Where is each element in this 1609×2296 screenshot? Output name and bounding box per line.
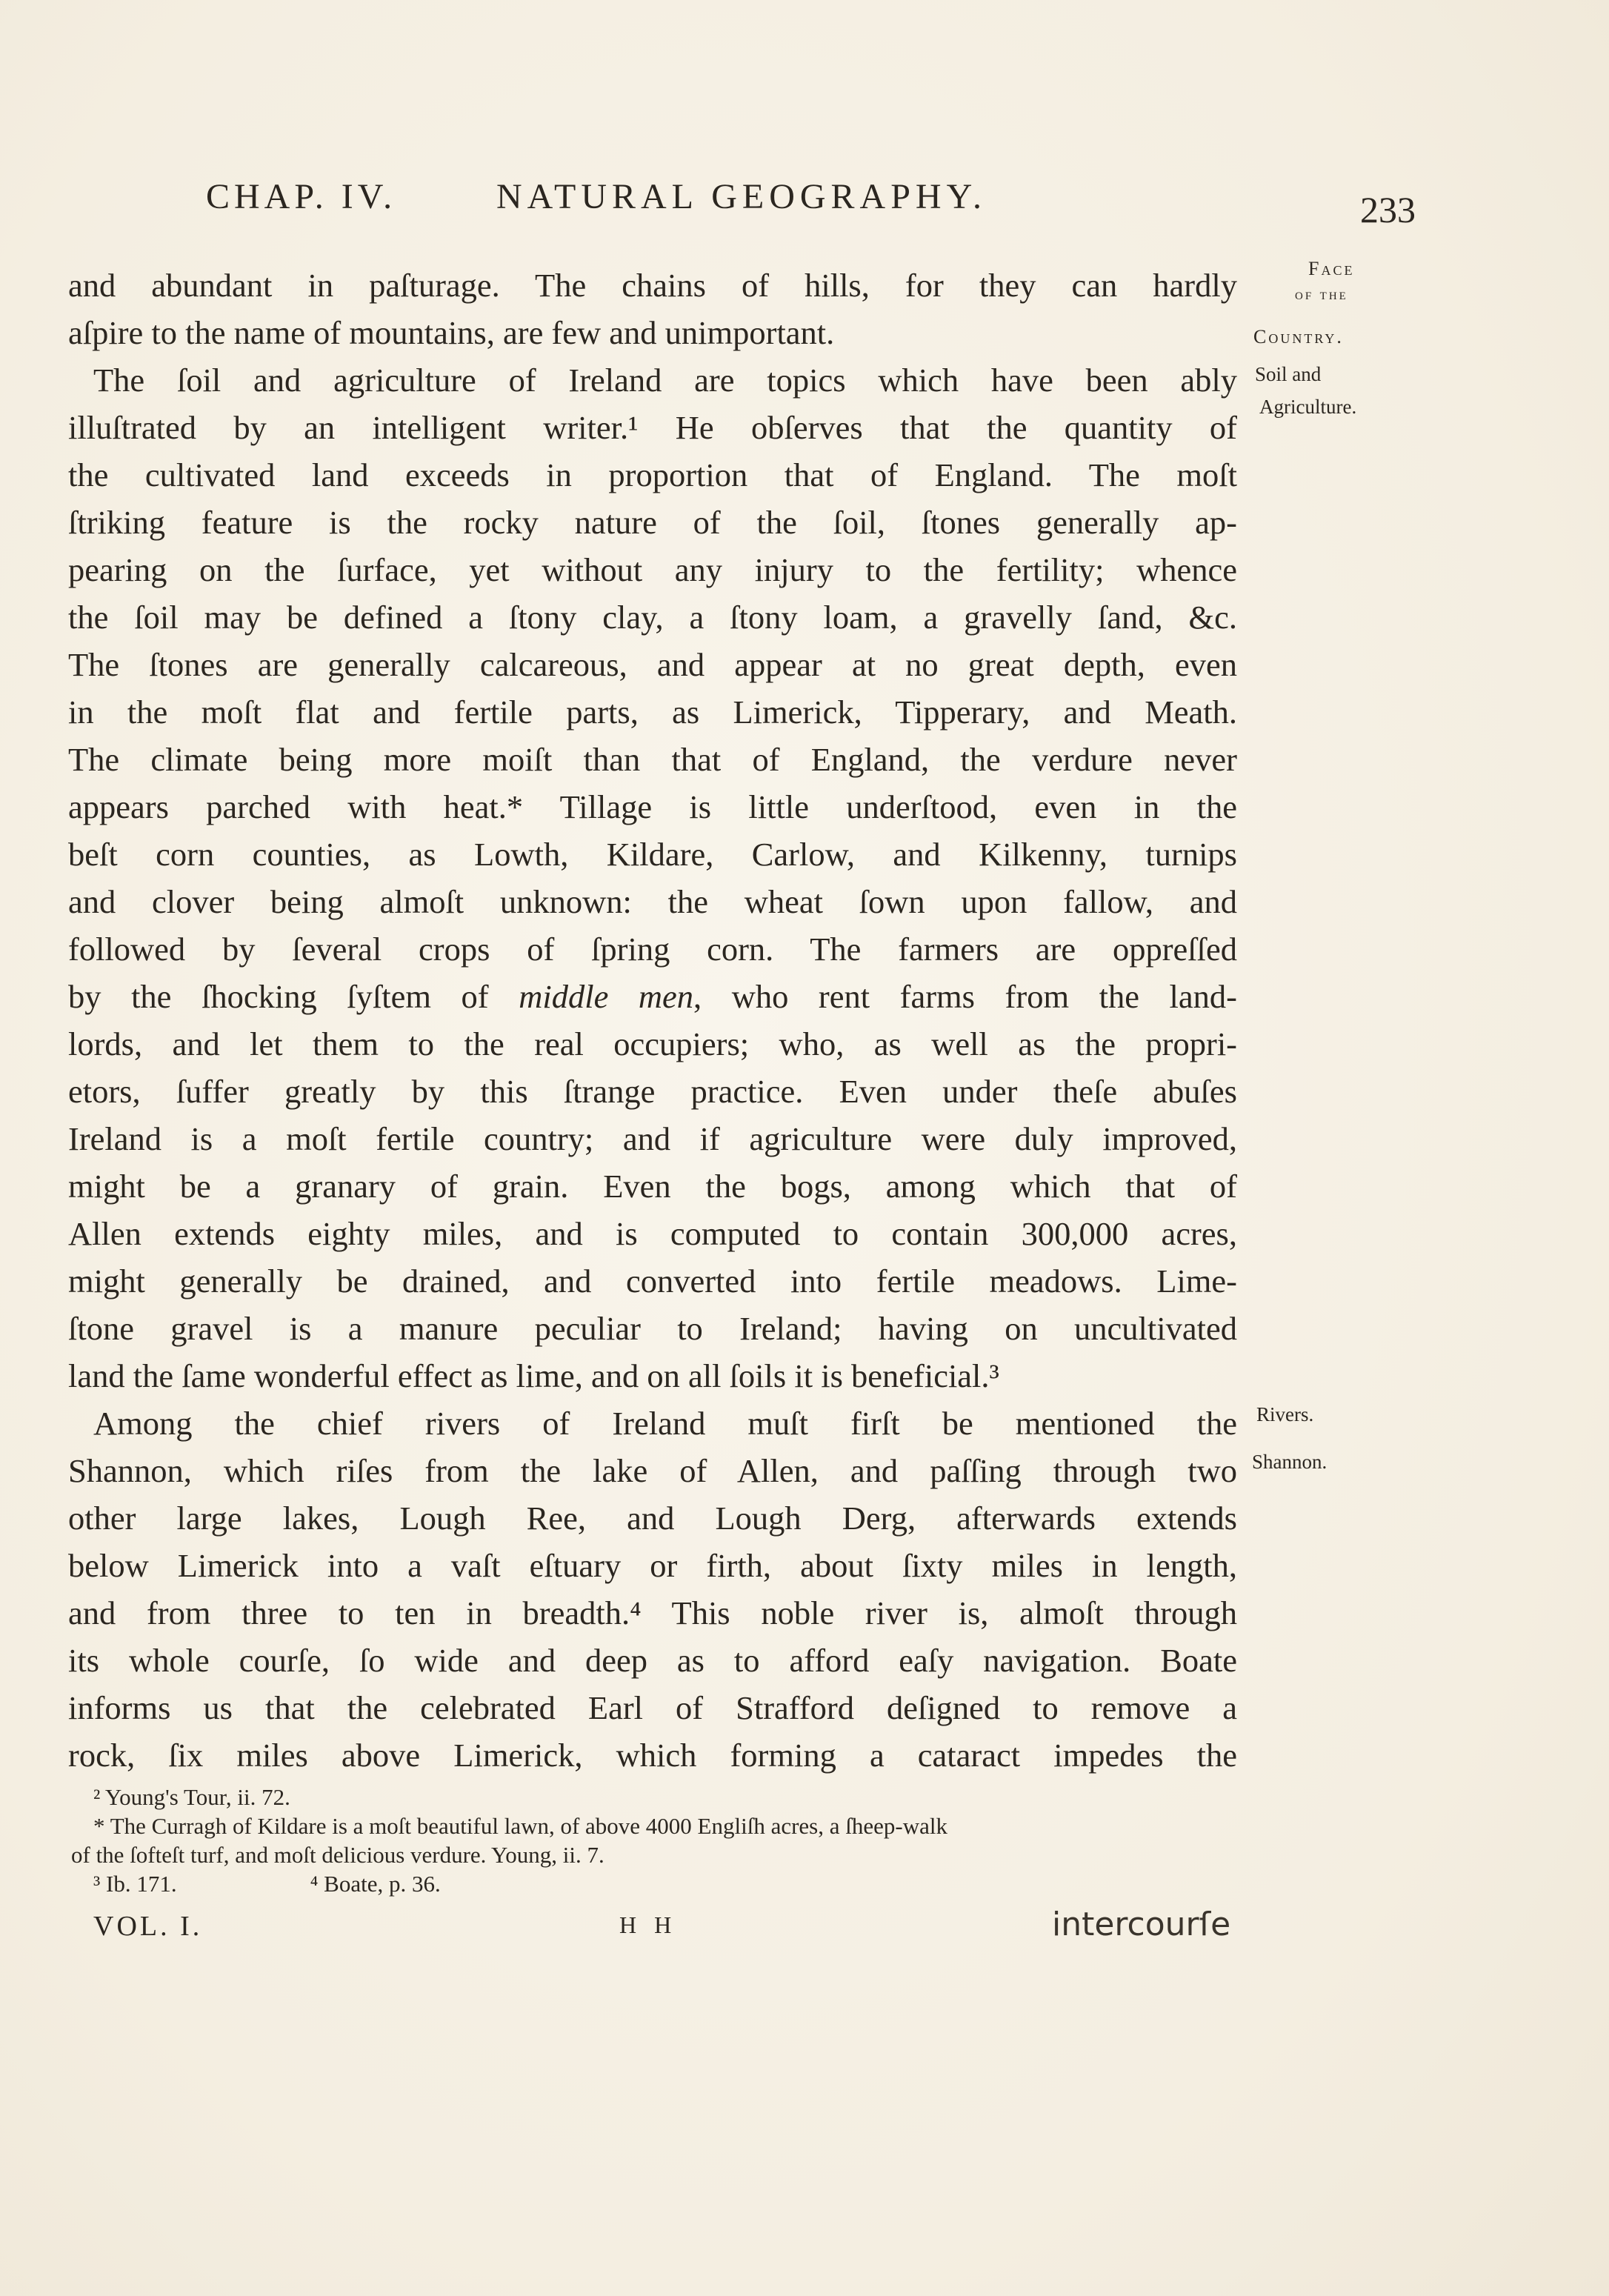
- chapter-label: CHAP. IV.: [206, 177, 397, 216]
- body-line: might be a granary of grain. Even the bogs, among which that of: [68, 1168, 1237, 1205]
- chapter-title: NATURAL GEOGRAPHY.: [496, 177, 987, 216]
- body-text: [68, 262, 1237, 1779]
- body-line: in the moſt flat and fertile parts, as Limerick, Tipperary, and Meath.: [68, 693, 1237, 731]
- middle-men-after: , who rent farms from the land-: [693, 978, 1237, 1015]
- margin-note-soil: Soil and: [1255, 363, 1322, 385]
- body-line: rock, ſix miles above Limerick, which forming a cataract impedes the: [68, 1737, 1237, 1774]
- body-line: appears parched with heat.* Tillage is little underſtood, even in the: [68, 788, 1237, 825]
- body-line: The climate being more moiſt than that of England, the verdure never: [68, 741, 1237, 778]
- body-line: ſtone gravel is a manure peculiar to Ireland; having on uncultivated: [68, 1310, 1237, 1347]
- margin-note-agriculture: Agriculture.: [1259, 396, 1357, 418]
- body-line: its whole courſe, ſo wide and deep as to afford eaſy navigation. Boate: [68, 1642, 1237, 1679]
- middle-men-italic: middle men: [519, 978, 694, 1015]
- page-footer: [93, 1906, 1234, 1950]
- footnote: ⁴ Boate, p. 36.: [310, 1871, 441, 1897]
- body-line: the cultivated land exceeds in proportion that of England. The moſt: [68, 456, 1237, 493]
- body-line: beſt corn counties, as Lowth, Kildare, Carlow, and Kilkenny, turnips: [68, 836, 1237, 873]
- body-line: aſpire to the name of mountains, are few and unimportant.: [68, 314, 835, 351]
- footnote: ² Young's Tour, ii. 72.: [93, 1784, 290, 1810]
- body-line: pearing on the ſurface, yet without any injury to the fertility; whence: [68, 551, 1237, 588]
- footnote: ³ Ib. 171.: [93, 1871, 177, 1897]
- body-line: ſtriking feature is the rocky nature of the ſoil, ſtones generally ap-: [68, 504, 1237, 541]
- footnote: of the ſofteſt turf, and moſt delicious verdure. Young, ii. 7.: [71, 1842, 604, 1868]
- body-line: other large lakes, Lough Ree, and Lough Derg, afterwards extends: [68, 1500, 1237, 1537]
- margin-note-of-the: of the: [1295, 284, 1348, 303]
- body-line: The ſoil and agriculture of Ireland are topics which have been ably: [93, 362, 1237, 399]
- body-line: lords, and let them to the real occupiers; who, as well as the propri-: [68, 1025, 1237, 1062]
- margin-note-country: Country.: [1253, 326, 1344, 347]
- body-line: illuſtrated by an intelligent writer.¹ He obſerves that the quantity of: [68, 409, 1237, 446]
- volume-signature: VOL. I.: [93, 1911, 203, 1942]
- body-line: land the ſame wonderful effect as lime, and on all ſoils it is beneficial.³: [68, 1357, 999, 1394]
- body-line: below Limerick into a vaſt eſtuary or firth, about ſixty miles in length,: [68, 1547, 1237, 1584]
- body-line: etors, ſuffer greatly by this ſtrange practice. Even under theſe abuſes: [68, 1073, 1237, 1110]
- footnote: * The Curragh of Kildare is a moſt beautiful lawn, of above 4000 Engliſh acres, a ſheep-walk: [93, 1813, 947, 1839]
- body-line: and from three to ten in breadth.⁴ This noble river is, almoſt through: [68, 1594, 1237, 1631]
- footnote-row: [71, 1869, 1271, 1898]
- sheet-mark: H H: [619, 1911, 678, 1938]
- catchword: intercourſe: [1052, 1906, 1231, 1943]
- body-line: the ſoil may be defined a ſtony clay, a ſtony loam, a gravelly ſand, &c.: [68, 599, 1237, 636]
- middle-men-before: by the ſhocking ſyſtem of: [68, 978, 519, 1015]
- margin-note-shannon: Shannon.: [1252, 1451, 1327, 1473]
- body-line: followed by ſeveral crops of ſpring corn. The farmers are oppreſſed: [68, 931, 1237, 968]
- body-line: Allen extends eighty miles, and is computed to contain 300,000 acres,: [68, 1215, 1237, 1252]
- body-line: Among the chief rivers of Ireland muſt firſt be mentioned the: [93, 1405, 1237, 1442]
- body-line: and abundant in paſturage. The chains of hills, for they can hardly: [68, 267, 1237, 304]
- running-head: [206, 176, 1310, 221]
- body-line: The ſtones are generally calcareous, and appear at no great depth, even: [68, 646, 1237, 683]
- margin-note-face: Face: [1308, 258, 1355, 279]
- body-line: Shannon, which riſes from the lake of Allen, and paſſing through two: [68, 1452, 1237, 1489]
- margin-note-rivers: Rivers.: [1256, 1403, 1314, 1425]
- page-number: 233: [1360, 189, 1416, 230]
- body-line: informs us that the celebrated Earl of Strafford deſigned to remove a: [68, 1689, 1237, 1726]
- body-line: and clover being almoſt unknown: the wheat ſown upon fallow, and: [68, 883, 1237, 920]
- body-line: Ireland is a moſt fertile country; and if agriculture were duly improved,: [68, 1120, 1237, 1157]
- body-line-middle-men: [68, 973, 1237, 1020]
- body-line: might generally be drained, and converted into fertile meadows. Lime-: [68, 1262, 1237, 1300]
- footnotes: [71, 1783, 1271, 1898]
